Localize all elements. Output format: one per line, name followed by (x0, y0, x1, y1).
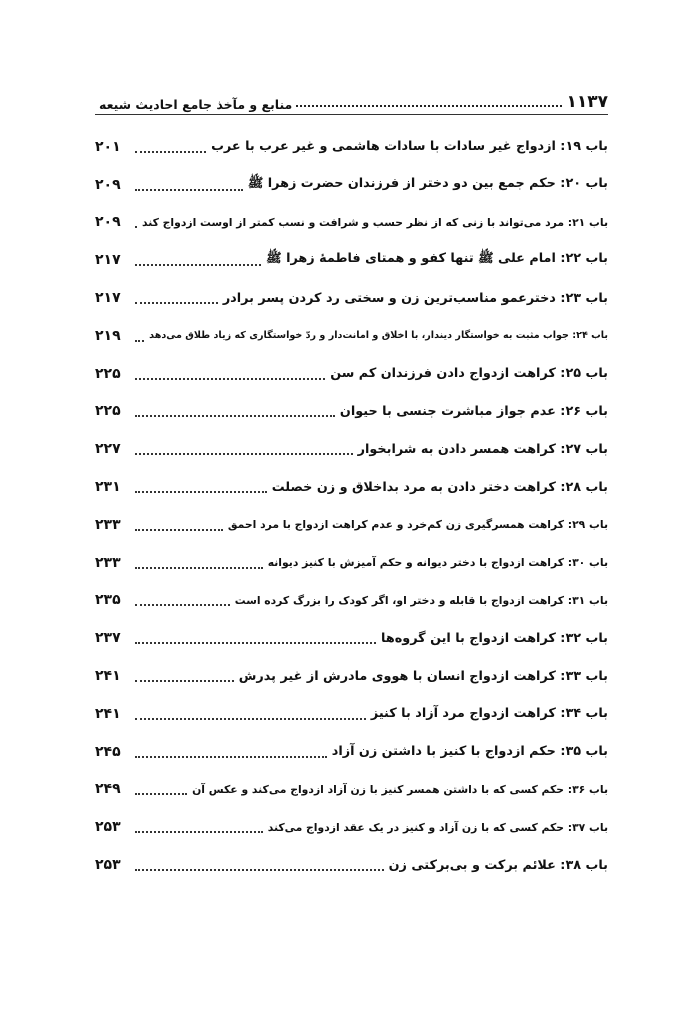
toc-entry-page: ۲۳۳ (95, 516, 121, 533)
toc-entry-leader (135, 756, 327, 758)
toc-entry (95, 166, 608, 204)
toc-entry-page: ۲۵۳ (95, 857, 121, 874)
toc-entry-label: باب ۳۵: حکم ازدواج با کنیز با داشتن زن آزاد (331, 744, 608, 760)
toc-entry-page: ۲۱۹ (95, 327, 121, 344)
toc-entry-label: باب ۳۰: کراهت ازدواج با دختر دیوانه و حکم آمیزش با کنیز دیوانه (267, 556, 608, 570)
toc-entry-page: ۲۴۱ (95, 668, 121, 685)
toc-entry-leader (135, 491, 267, 493)
toc-entry (95, 430, 608, 468)
toc-entry-leader (135, 264, 261, 266)
header-rule (95, 114, 608, 115)
toc-entry (95, 506, 608, 544)
toc-entry-page: ۲۰۹ (95, 214, 121, 231)
toc-entry-label: باب ۲۵: کراهت ازدواج دادن فرزندان کم سن (330, 366, 608, 382)
toc-entry-label: باب ۱۹: ازدواج غیر سادات با سادات هاشمی و غیر عرب با عرب (211, 139, 608, 155)
toc-entry-leader (135, 529, 223, 531)
toc-entry-leader (135, 869, 384, 871)
toc-entry-label: باب ۲۸: کراهت دختر دادن به مرد بداخلاق و زن خصلت (271, 479, 608, 495)
toc-entry-label: باب ۳۴: کراهت ازدواج مرد آزاد با کنیز (370, 706, 608, 722)
page-number: ۱۱۳۷ (566, 92, 608, 112)
toc-entry (95, 771, 608, 809)
toc-entry-leader (135, 831, 263, 833)
toc-entry-label: باب ۳۶: حکم کسی که با داشتن همسر کنیز با زن آزاد ازدواج می‌کند و عکس آن (192, 782, 608, 796)
toc-entry-leader (135, 642, 376, 644)
running-header (95, 86, 608, 112)
toc-entry-page: ۲۰۹ (95, 176, 121, 193)
toc-entry-page: ۲۲۵ (95, 403, 121, 420)
toc-entry-leader (135, 340, 144, 342)
toc-entry-leader (135, 415, 335, 417)
toc-entry-label: باب ۲۹: کراهت همسرگیری زن کم‌خرد و عدم کراهت ازدواج با مرد احمق (227, 518, 608, 532)
toc-entry (95, 128, 608, 166)
running-header-title: منابع و مآخذ جامع احادیث شیعه (99, 97, 293, 112)
toc-entry-page: ۲۳۱ (95, 479, 121, 496)
toc-entry (95, 241, 608, 279)
toc-entry-page: ۲۳۵ (95, 592, 121, 609)
toc-entry-leader (135, 189, 243, 191)
toc-entry-label: باب ۳۱: کراهت ازدواج با قابله و دختر او، اگر کودک را بزرگ کرده است (234, 593, 608, 607)
toc-entry-page: ۲۴۹ (95, 781, 121, 798)
toc-entry (95, 619, 608, 657)
toc-entry (95, 657, 608, 695)
toc-entry-label: باب ۲۰: حکم جمع بین دو دختر از فرزندان حضرت زهرا ﷺ (247, 175, 608, 191)
toc-entry-leader (135, 302, 218, 304)
toc-entry (95, 808, 608, 846)
toc-entry-leader (135, 453, 353, 455)
toc-entry (95, 544, 608, 582)
toc-entry-leader (135, 604, 230, 606)
toc-entry-label: باب ۲۱: مرد می‌تواند با زنی که از نظر حسب و شرافت و نسب کمتر از اوست ازدواج کند (141, 215, 608, 229)
toc-entry (95, 204, 608, 242)
toc-entry (95, 317, 608, 355)
toc-entry (95, 468, 608, 506)
toc-entry (95, 279, 608, 317)
toc-entry-page: ۲۲۷ (95, 441, 121, 458)
toc-entry-leader (135, 151, 206, 153)
toc-entry (95, 846, 608, 884)
toc-entry (95, 733, 608, 771)
toc-entry-page: ۲۴۱ (95, 705, 121, 722)
toc-entry-page: ۲۵۳ (95, 819, 121, 836)
toc-entry-label: باب ۳۸: علائم برکت و بی‌برکتی زن (388, 857, 608, 873)
table-of-contents (95, 128, 608, 884)
toc-entry-label: باب ۲۲: امام علی ﷺ تنها کفو و همتای فاطمهٔ زهرا ﷺ (266, 251, 608, 267)
toc-entry-page: ۲۳۷ (95, 630, 121, 647)
toc-entry-label: باب ۳۳: کراهت ازدواج انسان با هووی مادرش از غیر پدرش (238, 668, 608, 684)
toc-entry-page: ۲۱۷ (95, 252, 121, 269)
toc-entry-label: باب ۲۴: جواب مثبت به خواستگار دیندار، با اخلاق و امانت‌دار و ردّ خواستگاری که زیاد طلاق می‌دهد (149, 330, 608, 342)
toc-entry-leader (135, 793, 187, 795)
toc-entry-leader (135, 567, 263, 569)
toc-entry-leader (135, 378, 325, 380)
toc-entry-leader (135, 226, 137, 228)
toc-entry-page: ۲۳۳ (95, 554, 121, 571)
toc-entry-page: ۲۱۷ (95, 290, 121, 307)
toc-entry-label: باب ۲۶: عدم جواز مباشرت جنسی با حیوان (339, 403, 608, 419)
toc-entry (95, 393, 608, 431)
toc-entry-page: ۲۰۱ (95, 138, 121, 155)
toc-entry-label: باب ۲۳: دخترعمو مناسب‌ترین زن و سختی رد کردن پسر برادر (222, 290, 608, 306)
toc-entry-leader (135, 680, 234, 682)
toc-entry-page: ۲۴۵ (95, 743, 121, 760)
toc-entry (95, 355, 608, 393)
running-header-leader (296, 105, 562, 107)
toc-entry-page: ۲۲۵ (95, 365, 121, 382)
toc-entry (95, 582, 608, 620)
toc-entry-label: باب ۲۷: کراهت همسر دادن به شرابخوار (357, 441, 608, 457)
toc-entry-leader (135, 718, 366, 720)
toc-entry (95, 695, 608, 733)
toc-entry-label: باب ۳۲: کراهت ازدواج با این گروه‌ها (381, 630, 608, 646)
toc-entry-label: باب ۳۷: حکم کسی که با زن آزاد و کنیز در یک عقد ازدواج می‌کند (267, 820, 608, 834)
